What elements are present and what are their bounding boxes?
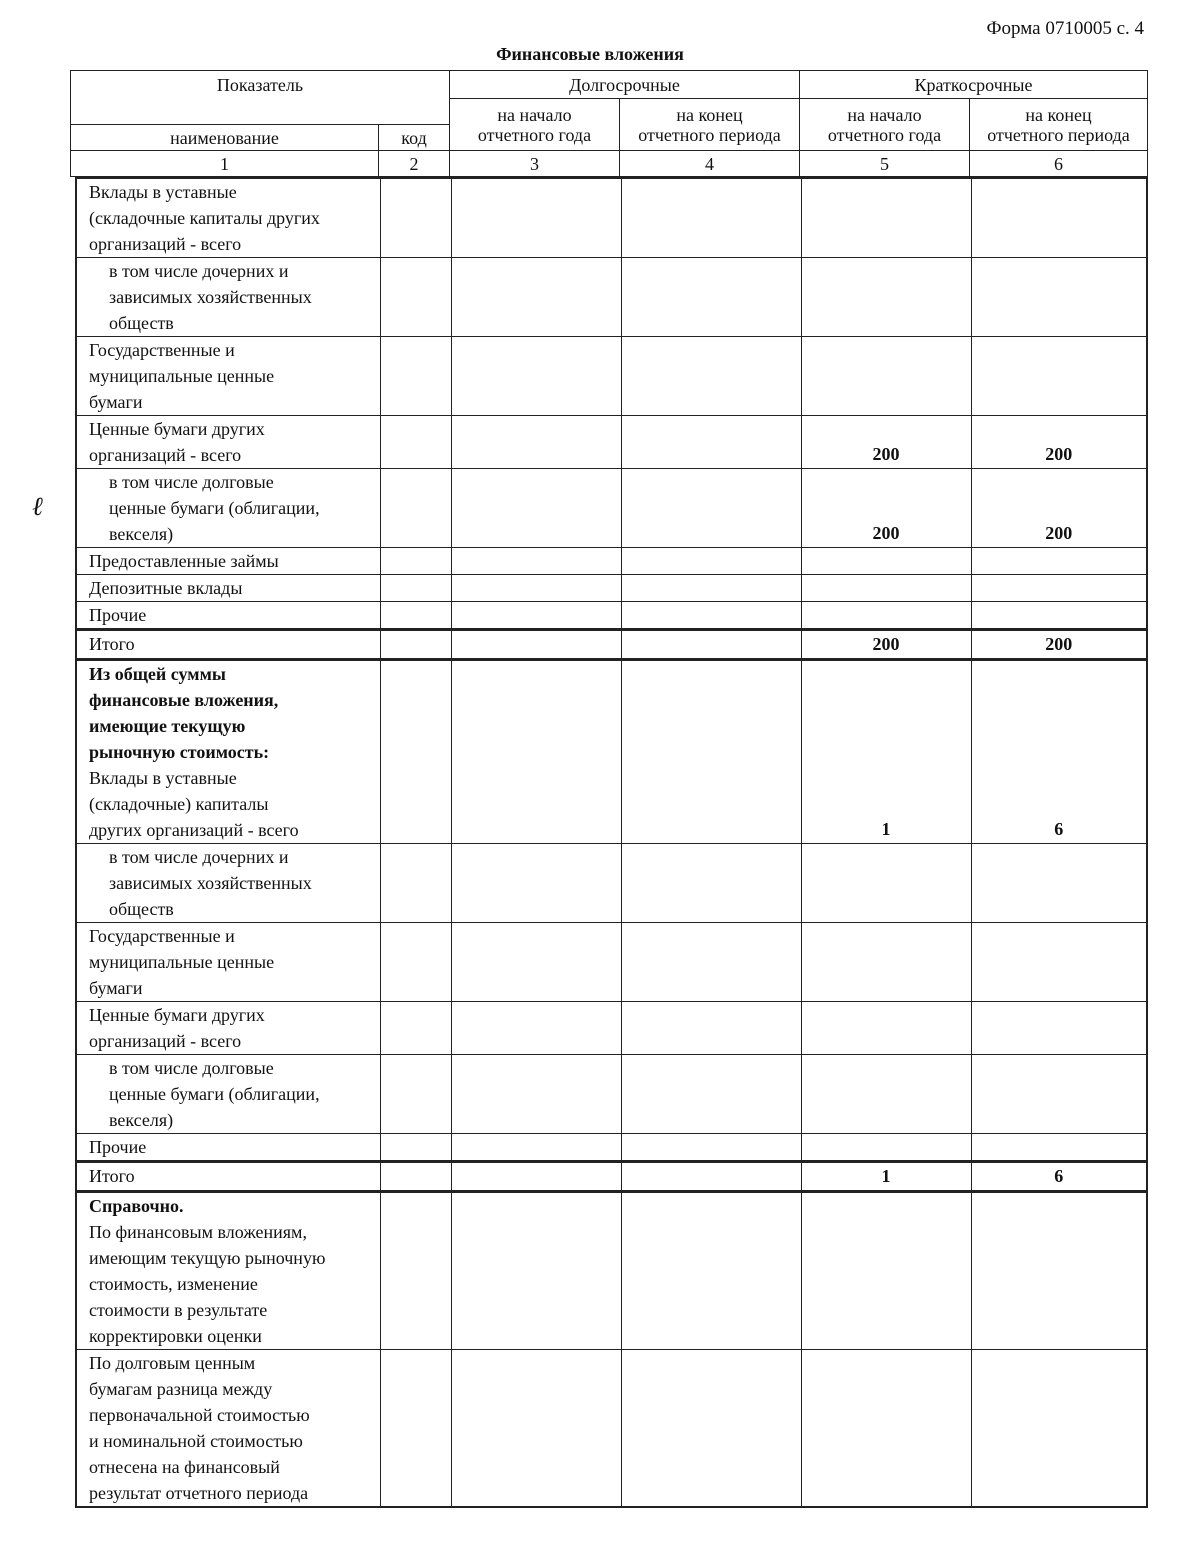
value-cell-col6: [971, 337, 1147, 416]
row-code: [380, 469, 451, 548]
row-code: [380, 258, 451, 337]
row-code: [380, 660, 451, 844]
row-code: [380, 1002, 451, 1055]
row-code: [380, 337, 451, 416]
row-name-line: Государственные и: [89, 926, 235, 946]
value-cell-col4: [621, 660, 801, 844]
value-cell-col4: [621, 178, 801, 258]
value-cell-col4: [621, 630, 801, 660]
row-name: [76, 1134, 380, 1162]
row-name-line: зависимых хозяйственных: [109, 287, 312, 307]
value-cell-col4: [621, 469, 801, 548]
row-code: [380, 602, 451, 630]
table-row: [76, 1192, 1147, 1350]
value-cell-col5: [801, 602, 971, 630]
value-cell-col3: [451, 1192, 621, 1350]
row-name: [76, 1350, 380, 1508]
value-cell-col3: [451, 575, 621, 602]
row-name: [76, 178, 380, 258]
table-row: [76, 1350, 1147, 1508]
value-cell-col5: [801, 548, 971, 575]
value-cell-col4: [621, 1002, 801, 1055]
row-name-line: (складочные капиталы других: [89, 208, 320, 228]
row-name-bold-line: имеющие текущую: [89, 716, 246, 736]
value-cell-col4: [621, 1162, 801, 1192]
row-name-bold-line: финансовые вложения,: [89, 690, 279, 710]
table-row: [76, 660, 1147, 844]
col-number-3: 3: [450, 151, 620, 177]
row-name: [76, 923, 380, 1002]
col-number-6: 6: [970, 151, 1148, 177]
row-code: [380, 548, 451, 575]
row-name-line: имеющим текущую рыночную: [89, 1248, 326, 1268]
row-name-line: организаций - всего: [89, 1031, 242, 1051]
value-cell-col6: [971, 258, 1147, 337]
col-number-2: 2: [379, 151, 450, 177]
table-row: [76, 548, 1147, 575]
row-name-line: Ценные бумаги других: [89, 419, 265, 439]
row-name-line: Вклады в уставные: [89, 182, 237, 202]
value-cell-col3: [451, 630, 621, 660]
value-cell-col3: [451, 660, 621, 844]
row-name-line: (складочные) капиталы: [89, 794, 269, 814]
row-name-line: Прочие: [89, 605, 147, 625]
header-short-term: Краткосрочные: [800, 71, 1148, 99]
row-name-line: Итого: [89, 1166, 135, 1186]
value-cell-col5: 200: [801, 469, 971, 548]
handwritten-mark: ℓ: [32, 492, 43, 521]
row-name-line: отнесена на финансовый: [89, 1457, 280, 1477]
row-name-line: в том числе дочерних и: [109, 261, 289, 281]
value-cell-col6: [971, 844, 1147, 923]
value-cell-col4: [621, 258, 801, 337]
table-row: [76, 575, 1147, 602]
row-name-line: в том числе дочерних и: [109, 847, 289, 867]
row-name-line: результат отчетного периода: [89, 1483, 309, 1503]
value-cell-col4: [621, 1134, 801, 1162]
form-number-label: Форма 0710005 с. 4: [986, 18, 1144, 39]
row-name-line: бумаги: [89, 978, 143, 998]
value-cell-col3: [451, 337, 621, 416]
table-row: [76, 844, 1147, 923]
value-cell-col3: [451, 602, 621, 630]
row-name-line: других организаций - всего: [89, 820, 299, 840]
table-row: [76, 1002, 1147, 1055]
col-number-5: 5: [800, 151, 970, 177]
document-title: Финансовые вложения: [496, 44, 684, 64]
value-cell-col6: [971, 548, 1147, 575]
row-name-line: и номинальной стоимостью: [89, 1431, 303, 1451]
value-cell-col5: [801, 844, 971, 923]
row-name-line: ценные бумаги (облигации,: [109, 498, 320, 518]
row-name-bold-line: Справочно.: [89, 1196, 184, 1216]
value-cell-col4: [621, 1192, 801, 1350]
row-code: [380, 416, 451, 469]
value-cell-col6: [971, 1002, 1147, 1055]
value-cell-col3: [451, 416, 621, 469]
table-row: [76, 416, 1147, 469]
row-name-bold-line: рыночную стоимость:: [89, 742, 270, 762]
row-name-line: зависимых хозяйственных: [109, 873, 312, 893]
row-name: [76, 1055, 380, 1134]
col-number-1: 1: [71, 151, 379, 177]
header-col6: на конец отчетного периода: [970, 99, 1148, 151]
table-row: [76, 630, 1147, 660]
row-name-line: бумаги: [89, 392, 143, 412]
row-name-line: бумагам разница между: [89, 1379, 273, 1399]
row-name: [76, 1192, 380, 1350]
header-name: наименование: [71, 125, 379, 151]
value-cell-col3: [451, 1055, 621, 1134]
row-name: [76, 469, 380, 548]
row-name-line: организаций - всего: [89, 234, 242, 254]
row-name-line: Депозитные вклады: [89, 578, 243, 598]
row-name: [76, 660, 380, 844]
value-cell-col5: [801, 178, 971, 258]
row-name-line: Итого: [89, 634, 135, 654]
value-cell-col4: [621, 1055, 801, 1134]
header-table: [70, 70, 1148, 177]
header-code: код: [379, 125, 450, 151]
value-cell-col3: [451, 258, 621, 337]
value-cell-col3: [451, 548, 621, 575]
row-code: [380, 1162, 451, 1192]
row-name-line: По долговым ценным: [89, 1353, 256, 1373]
value-cell-col6: 200: [971, 469, 1147, 548]
row-code: [380, 1134, 451, 1162]
value-cell-col3: [451, 1002, 621, 1055]
row-code: [380, 1350, 451, 1508]
value-cell-col5: [801, 258, 971, 337]
header-col5: на начало отчетного года: [800, 99, 970, 151]
col-number-4: 4: [620, 151, 800, 177]
value-cell-col4: [621, 416, 801, 469]
value-cell-col4: [621, 575, 801, 602]
header-long-term: Долгосрочные: [450, 71, 800, 99]
value-cell-col4: [621, 602, 801, 630]
value-cell-col5: [801, 1002, 971, 1055]
value-cell-col6: 200: [971, 416, 1147, 469]
table-row: [76, 602, 1147, 630]
row-code: [380, 1055, 451, 1134]
row-name-line: Предоставленные займы: [89, 551, 279, 571]
row-name: [76, 1162, 380, 1192]
row-code: [380, 630, 451, 660]
value-cell-col6: [971, 178, 1147, 258]
row-code: [380, 575, 451, 602]
table-row: [76, 469, 1147, 548]
value-cell-col5: 1: [801, 1162, 971, 1192]
row-name: [76, 630, 380, 660]
header-col4: на конец отчетного периода: [620, 99, 800, 151]
row-name-bold-line: Из общей суммы: [89, 664, 226, 684]
row-name-line: Государственные и: [89, 340, 235, 360]
value-cell-col3: [451, 469, 621, 548]
row-name-line: организаций - всего: [89, 445, 242, 465]
value-cell-col6: [971, 602, 1147, 630]
value-cell-col6: 200: [971, 630, 1147, 660]
row-name-line: обществ: [109, 313, 174, 333]
row-name: [76, 575, 380, 602]
value-cell-col5: 200: [801, 630, 971, 660]
header-col3: на начало отчетного года: [450, 99, 620, 151]
value-cell-col3: [451, 1162, 621, 1192]
value-cell-col6: 6: [971, 660, 1147, 844]
table-row: [76, 923, 1147, 1002]
value-cell-col6: [971, 1350, 1147, 1508]
value-cell-col3: [451, 1350, 621, 1508]
table-row: [76, 337, 1147, 416]
value-cell-col6: [971, 923, 1147, 1002]
value-cell-col4: [621, 337, 801, 416]
row-name-line: корректировки оценки: [89, 1326, 262, 1346]
row-name: [76, 844, 380, 923]
row-code: [380, 1192, 451, 1350]
value-cell-col4: [621, 1350, 801, 1508]
row-name-line: обществ: [109, 899, 174, 919]
row-name: [76, 548, 380, 575]
value-cell-col6: 6: [971, 1162, 1147, 1192]
row-code: [380, 844, 451, 923]
table-row: [76, 258, 1147, 337]
value-cell-col6: [971, 1134, 1147, 1162]
row-name-line: муниципальные ценные: [89, 952, 275, 972]
table-row: [76, 1055, 1147, 1134]
value-cell-col5: 200: [801, 416, 971, 469]
value-cell-col5: [801, 923, 971, 1002]
row-name-line: первоначальной стоимостью: [89, 1405, 310, 1425]
value-cell-col5: [801, 1055, 971, 1134]
row-name-line: По финансовым вложениям,: [89, 1222, 307, 1242]
value-cell-col5: [801, 1134, 971, 1162]
value-cell-col4: [621, 844, 801, 923]
row-name-line: стоимости в результате: [89, 1300, 268, 1320]
value-cell-col5: [801, 1350, 971, 1508]
row-name: [76, 602, 380, 630]
table-row: [76, 1134, 1147, 1162]
row-code: [380, 923, 451, 1002]
value-cell-col4: [621, 923, 801, 1002]
row-code: [380, 178, 451, 258]
row-name: [76, 416, 380, 469]
table-row: [76, 1162, 1147, 1192]
row-name: [76, 1002, 380, 1055]
value-cell-col3: [451, 923, 621, 1002]
value-cell-col5: [801, 337, 971, 416]
value-cell-col4: [621, 548, 801, 575]
investments-table: [75, 177, 1148, 1508]
row-name: [76, 258, 380, 337]
table-row: [76, 178, 1147, 258]
row-name-line: Вклады в уставные: [89, 768, 237, 788]
value-cell-col6: [971, 1192, 1147, 1350]
value-cell-col6: [971, 575, 1147, 602]
value-cell-col6: [971, 1055, 1147, 1134]
row-name-line: в том числе долговые: [109, 1058, 274, 1078]
row-name-line: Прочие: [89, 1137, 147, 1157]
row-name-line: ценные бумаги (облигации,: [109, 1084, 320, 1104]
row-name-line: векселя): [109, 1110, 174, 1130]
row-name-line: векселя): [109, 524, 174, 544]
value-cell-col5: 1: [801, 660, 971, 844]
row-name-line: стоимость, изменение: [89, 1274, 258, 1294]
value-cell-col5: [801, 575, 971, 602]
header-indicator: Показатель: [71, 71, 450, 125]
row-name: [76, 337, 380, 416]
value-cell-col3: [451, 178, 621, 258]
value-cell-col5: [801, 1192, 971, 1350]
row-name-line: в том числе долговые: [109, 472, 274, 492]
value-cell-col3: [451, 844, 621, 923]
row-name-line: муниципальные ценные: [89, 366, 275, 386]
value-cell-col3: [451, 1134, 621, 1162]
row-name-line: Ценные бумаги других: [89, 1005, 265, 1025]
